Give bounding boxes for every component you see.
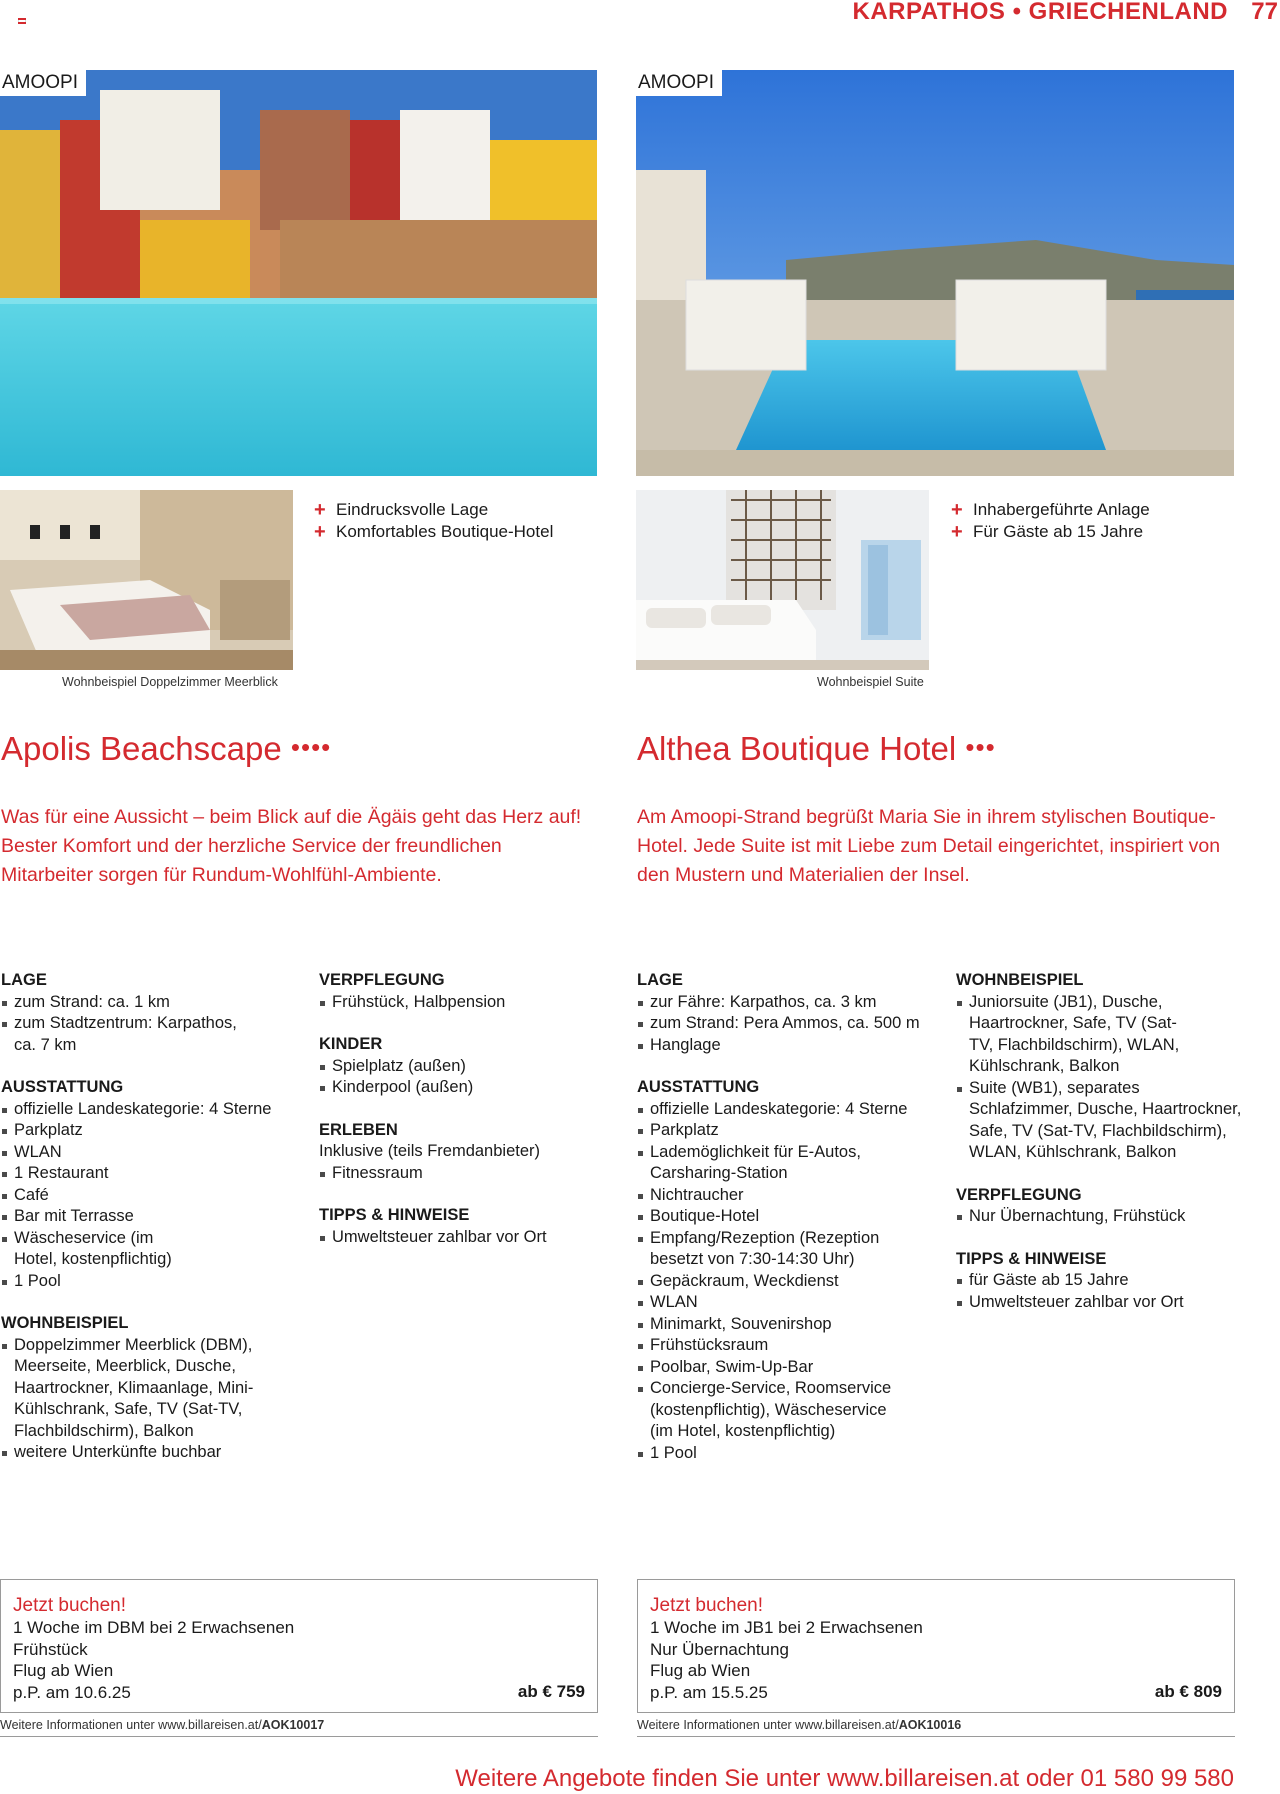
list-item: zum Strand: ca. 1 km [1,992,301,1014]
section-heading: LAGE [637,971,683,989]
plus-icon: + [314,499,326,521]
list-item: Parkplatz [637,1120,937,1142]
list-item: zum Stadtzentrum: Karpathos, ca. 7 km [1,1013,251,1056]
althea-details-column-1 [637,970,937,1464]
booking-line: p.P. am 15.5.25 [650,1682,768,1702]
section-heading: AUSSTATTUNG [1,1078,124,1096]
page-number: 77 [1251,0,1278,25]
list-item: Suite (WB1), separates Schlafzimmer, Dusche, Haartrockner, Safe, TV (Sat-TV, Flachbildschirm), WLAN, Kühlschrank, Balkon [956,1078,1246,1164]
list-item: Gepäckraum, Weckdienst [637,1271,937,1293]
list-item: Spielplatz (außen) [319,1056,609,1078]
apolis-hotel-name: Apolis Beachscape •••• [1,730,332,767]
althea-hotel-name: Althea Boutique Hotel ••• [637,730,996,767]
list-item: Concierge-Service, Roomservice (kostenpflichtig), Wäscheservice (im Hotel, kostenpflichtig) [637,1378,905,1443]
althea-main-photo [636,70,1234,476]
list-item: Poolbar, Swim-Up-Bar [637,1357,937,1379]
list-item: offizielle Landeskategorie: 4 Sterne [637,1099,937,1121]
list-item: Empfang/Rezeption (Rezeption besetzt von 7:30-14:30 Uhr) [637,1228,897,1271]
list-item: Parkplatz [1,1120,301,1142]
list-item: 1 Restaurant [1,1163,301,1185]
list-item: Nichtraucher [637,1185,937,1207]
booking-line: p.P. am 10.6.25 [13,1682,131,1702]
apolis-photo-location-label: AMOOPI [0,70,86,96]
page-header-title: KARPATHOS • GRIECHENLAND [852,0,1228,25]
apolis-offer-code: AOK10017 [261,1718,325,1732]
list-item: Frühstück, Halbpension [319,992,609,1014]
apolis-details-column-2 [319,970,609,1248]
althea-details-column-2 [956,970,1256,1313]
plus-icon: + [951,521,963,543]
list-item: WLAN [637,1292,937,1314]
list-item: Minimarkt, Souvenirshop [637,1314,937,1336]
section-heading: AUSSTATTUNG [637,1078,760,1096]
list-item: Lademöglichkeit für E-Autos, Carsharing-Station [637,1142,887,1185]
section-heading: TIPPS & HINWEISE [319,1206,470,1224]
list-item: 1 Pool [637,1443,937,1465]
list-item: WLAN [1,1142,301,1164]
booking-line: 1 Woche im DBM bei 2 Erwachsenen [13,1618,295,1637]
list-item: Umweltsteuer zahlbar vor Ort [319,1227,609,1249]
highlight-item: + Komfortables Boutique-Hotel [314,521,554,543]
althea-highlights [951,499,1150,543]
list-item: Fitnessraum [319,1163,609,1185]
section-heading: LAGE [1,971,47,989]
apolis-room-caption: Wohnbeispiel Doppelzimmer Meerblick [62,675,278,689]
booking-line: Flug ab Wien [650,1661,751,1680]
althea-photo-location-label: AMOOPI [636,70,722,96]
booking-price: ab € 759 [517,1681,585,1701]
apolis-highlights [314,499,553,543]
apolis-main-photo [0,70,597,476]
booking-line: 1 Woche im JB1 bei 2 Erwachsenen [650,1618,923,1637]
section-heading: KINDER [319,1035,383,1053]
booking-line: Flug ab Wien [13,1661,114,1680]
althea-room-caption: Wohnbeispiel Suite [817,675,924,689]
booking-line: Frühstück [13,1639,88,1659]
apolis-room-photo [0,490,293,670]
list-item: Juniorsuite (JB1), Dusche, Haartrockner, Safe, TV (Sat-TV, Flachbildschirm), WLAN, Kühlschrank, Balkon [956,992,1181,1078]
list-item: 1 Pool [1,1271,301,1293]
list-item: zur Fähre: Karpathos, ca. 3 km [637,992,937,1014]
booking-price: ab € 809 [1154,1681,1222,1701]
list-item: für Gäste ab 15 Jahre [956,1270,1256,1292]
apolis-booking-box[interactable] [0,1579,598,1713]
list-item: Café [1,1185,301,1207]
list-item: Boutique-Hotel [637,1206,937,1228]
althea-rating-dots: ••• [965,732,996,762]
section-heading: WOHNBEISPIEL [956,971,1084,989]
althea-room-photo [636,490,929,670]
apolis-details-column-1 [1,970,301,1464]
section-heading: ERLEBEN [319,1120,398,1139]
plus-icon: + [951,499,963,521]
althea-offer-code: AOK10016 [898,1718,962,1732]
althea-info-line: Weitere Informationen unter www.billareisen.at/AOK10016 [637,1718,1235,1737]
apolis-intro: Was für eine Aussicht – beim Blick auf die Ägäis geht das Herz auf! Bester Komfort und der herzliche Service der freundlichen Mitarbeiter sorgen für Rundum-Wohlfühl-Ambiente. [1,806,582,886]
list-item: Bar mit Terrasse [1,1206,301,1228]
erleben-text: Inklusive (teils Fremdanbieter) [319,1142,540,1160]
section-heading: WOHNBEISPIEL [1,1314,129,1332]
section-heading: VERPFLEGUNG [319,971,445,989]
highlight-item: + Inhabergeführte Anlage [951,499,1150,521]
booking-title: Jetzt buchen! [13,1595,127,1616]
list-item: Kinderpool (außen) [319,1077,609,1099]
plus-icon: + [314,521,326,543]
list-item: Nur Übernachtung, Frühstück [956,1206,1256,1228]
footer-contact-line[interactable]: Weitere Angebote finden Sie unter www.billareisen.at oder 01 580 99 580 [455,1765,1234,1792]
list-item: Frühstücksraum [637,1335,937,1357]
apolis-rating-dots: •••• [290,732,332,762]
section-heading: VERPFLEGUNG [956,1185,1082,1204]
althea-booking-box[interactable] [637,1579,1235,1713]
list-item: Umweltsteuer zahlbar vor Ort [956,1292,1256,1314]
austria-flag-icon [18,18,26,24]
list-item: offizielle Landeskategorie: 4 Sterne [1,1099,301,1121]
list-item: zum Strand: Pera Ammos, ca. 500 m [637,1013,937,1035]
althea-intro: Am Amoopi-Strand begrüßt Maria Sie in ihrem stylischen Boutique-Hotel. Jede Suite ist mit Liebe zum Detail eingerichtet, inspiriert von den Mustern und Materialien der Insel. [637,806,1221,886]
booking-line: Nur Übernachtung [650,1639,789,1659]
highlight-item: + Für Gäste ab 15 Jahre [951,521,1144,543]
list-item: Doppelzimmer Meerblick (DBM), Meerseite, Meerblick, Dusche, Haartrockner, Klimaanlage, Mini-Kühlschrank, Safe, TV (Sat-TV, Flachbildschirm), Balkon [1,1335,286,1443]
list-item: Hanglage [637,1035,937,1057]
highlight-item: + Eindrucksvolle Lage [314,499,489,521]
booking-title: Jetzt buchen! [650,1595,764,1616]
list-item: Wäscheservice (im Hotel, kostenpflichtig) [1,1228,201,1271]
list-item: weitere Unterkünfte buchbar [1,1442,301,1464]
apolis-info-line: Weitere Informationen unter www.billareisen.at/AOK10017 [0,1718,598,1737]
section-heading: TIPPS & HINWEISE [956,1249,1107,1268]
